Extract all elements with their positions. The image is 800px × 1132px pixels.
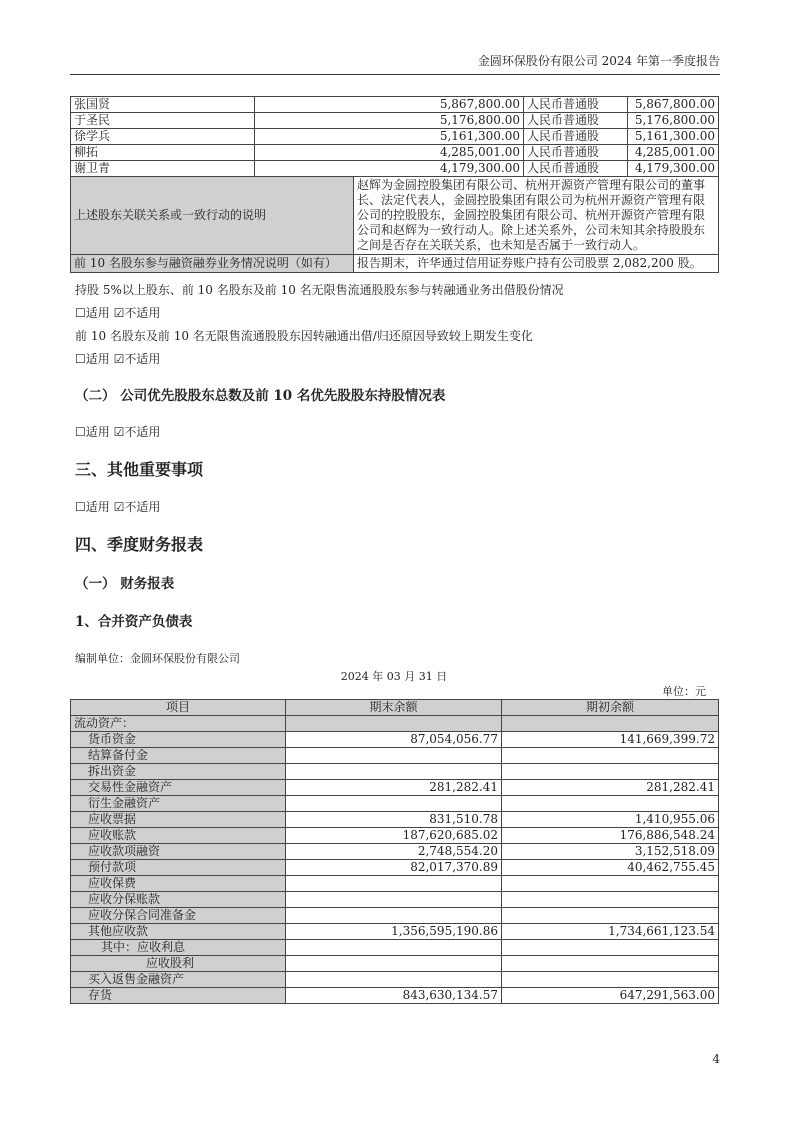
table-row [71,113,719,129]
section-preferred-shares: （二） 公司优先股股东总数及前 10 名优先股股东持股情况表 [75,388,446,404]
row-begin-balance [502,940,719,956]
header-begin-balance: 期初余额 [502,700,719,716]
row-end-balance [286,972,502,988]
table-row [71,796,719,812]
share-type-count: 5,867,800.00 [628,97,719,113]
table-row [71,764,719,780]
page-number: 4 [712,1052,720,1066]
table-row [71,748,719,764]
currency-unit: 单位：元 [662,685,706,698]
row-begin-balance: 141,669,399.72 [502,732,719,748]
row-end-balance: 82,017,370.89 [286,860,502,876]
row-begin-balance: 647,291,563.00 [502,988,719,1004]
row-begin-balance [502,972,719,988]
report-header: 金圆环保股份有限公司 2024 年第一季度报告 [477,54,720,68]
relation-row [71,177,719,255]
share-type-count: 4,179,300.00 [628,161,719,177]
section-financial-statements: 四、季度财务报表 [75,535,204,554]
header-divider [70,74,720,75]
row-item: 应收款项融资 [71,844,286,860]
row-item: 买入返售金融资产 [71,972,286,988]
row-end-balance [286,876,502,892]
subsection-financial-statements: （一） 财务报表 [75,576,175,592]
row-end-balance: 831,510.78 [286,812,502,828]
shareholder-name: 柳拓 [71,145,255,161]
row-begin-balance [502,956,719,972]
row-end-balance [286,764,502,780]
share-count: 5,176,800.00 [255,113,524,129]
table-row [71,972,719,988]
margin-label: 前 10 名股东参与融资融券业务情况说明（如有） [71,255,354,273]
table-row [71,780,719,796]
share-type: 人民币普通股 [524,145,628,161]
relation-text: 赵辉为金圆控股集团有限公司、杭州开源资产管理有限公司的董事长、法定代表人，金圆控股集团有限公司为杭州开源资产管理有限公司的控股股东，金圆控股集团有限公司、杭州开源资产管理有限公司和赵辉为一致行动人。除上述关系外，公司未知其余持股股东之间是否存在关联关系，也未知是否属于一致行动人。 [354,177,719,255]
row-end-balance [286,796,502,812]
row-item: 结算备付金 [71,748,286,764]
balance-sheet-table [70,699,719,1004]
row-item: 应收保费 [71,876,286,892]
row-end-balance: 187,620,685.02 [286,828,502,844]
row-item: 衍生金融资产 [71,796,286,812]
row-item: 应收分保账款 [71,892,286,908]
row-item: 其他应收款 [71,924,286,940]
share-type: 人民币普通股 [524,161,628,177]
row-item: 其中：应收利息 [71,940,286,956]
row-begin-balance [502,908,719,924]
checkbox-applicable[interactable]: ☐ [75,425,86,439]
row-end-balance: 87,054,056.77 [286,732,502,748]
margin-text: 报告期末，许华通过信用证券账户持有公司股票 2,082,200 股。 [354,255,719,273]
table-row [71,908,719,924]
row-begin-balance: 1,410,955.06 [502,812,719,828]
margin-row [71,255,719,273]
row-item: 拆出资金 [71,764,286,780]
table-row [71,97,719,113]
table-row [71,844,719,860]
table-row [71,956,719,972]
table-row [71,924,719,940]
row-begin-balance [502,892,719,908]
row-item: 应收股利 [71,956,286,972]
checkbox-not-applicable[interactable]: ☑ [113,306,125,320]
checkbox-applicable[interactable]: ☐ [75,352,86,366]
row-item: 应收票据 [71,812,286,828]
row-begin-balance: 176,886,548.24 [502,828,719,844]
row-item: 货币资金 [71,732,286,748]
checkbox-not-applicable[interactable]: ☑ [113,500,125,514]
row-end-balance [286,748,502,764]
table-row [71,876,719,892]
header-end-balance: 期末余额 [286,700,502,716]
share-type: 人民币普通股 [524,129,628,145]
shareholder-name: 于圣民 [71,113,255,129]
row-item: 交易性金融资产 [71,780,286,796]
row-end-balance [286,892,502,908]
table-row [71,732,719,748]
checkbox-group-3: ☐适用 ☑不适用 [75,425,161,439]
row-end-balance: 281,282.41 [286,780,502,796]
share-count: 5,161,300.00 [255,129,524,145]
table-row [71,161,719,177]
row-item: 流动资产： [71,716,286,732]
para-lending: 持股 5%以上股东、前 10 名股东及前 10 名无限售流通股股东参与转融通业务出借股份情况 [75,283,564,297]
row-end-balance: 843,630,134.57 [286,988,502,1004]
row-end-balance [286,908,502,924]
table-row [71,828,719,844]
row-begin-balance: 281,282.41 [502,780,719,796]
compiler-unit: 编制单位：金圆环保股份有限公司 [75,652,240,665]
section-other-matters: 三、其他重要事项 [75,460,204,479]
row-item: 预付款项 [71,860,286,876]
table-row [71,940,719,956]
table-row [71,129,719,145]
row-end-balance [286,716,502,732]
row-item: 存货 [71,988,286,1004]
shareholder-table [70,96,719,273]
table-row [71,145,719,161]
report-date: 2024 年 03 月 31 日 [340,670,448,683]
checkbox-not-applicable[interactable]: ☑ [113,425,125,439]
row-end-balance: 2,748,554.20 [286,844,502,860]
row-begin-balance [502,764,719,780]
row-item: 应收账款 [71,828,286,844]
share-type-count: 5,176,800.00 [628,113,719,129]
table-row [71,860,719,876]
row-end-balance: 1,356,595,190.86 [286,924,502,940]
checkbox-applicable[interactable]: ☐ [75,500,86,514]
row-end-balance [286,940,502,956]
checkbox-group-2: ☐适用 ☑不适用 [75,352,161,366]
header-item: 项目 [71,700,286,716]
row-begin-balance [502,796,719,812]
para-change: 前 10 名股东及前 10 名无限售流通股股东因转融通出借/归还原因导致较上期发生变化 [75,329,533,343]
relation-label: 上述股东关联关系或一致行动的说明 [71,177,354,255]
page-content [70,96,718,1004]
share-count: 5,867,800.00 [255,97,524,113]
table-header-row [71,700,719,716]
row-begin-balance [502,876,719,892]
row-item: 应收分保合同准备金 [71,908,286,924]
checkbox-applicable[interactable]: ☐ [75,306,86,320]
share-type-count: 4,285,001.00 [628,145,719,161]
row-begin-balance: 40,462,755.45 [502,860,719,876]
checkbox-not-applicable[interactable]: ☑ [113,352,125,366]
shareholder-name: 张国贤 [71,97,255,113]
share-count: 4,285,001.00 [255,145,524,161]
table-row [71,812,719,828]
row-end-balance [286,956,502,972]
row-begin-balance: 1,734,661,123.54 [502,924,719,940]
share-type-count: 5,161,300.00 [628,129,719,145]
shareholder-name: 谢卫青 [71,161,255,177]
row-begin-balance: 3,152,518.09 [502,844,719,860]
shareholder-name: 徐学兵 [71,129,255,145]
checkbox-group-4: ☐适用 ☑不适用 [75,500,161,514]
share-type: 人民币普通股 [524,97,628,113]
subsection-balance-sheet: 1、合并资产负债表 [75,614,193,630]
share-type: 人民币普通股 [524,113,628,129]
row-begin-balance [502,748,719,764]
checkbox-group-1: ☐适用 ☑不适用 [75,306,161,320]
share-count: 4,179,300.00 [255,161,524,177]
row-begin-balance [502,716,719,732]
table-row [71,892,719,908]
table-row [71,988,719,1004]
table-row [71,716,719,732]
